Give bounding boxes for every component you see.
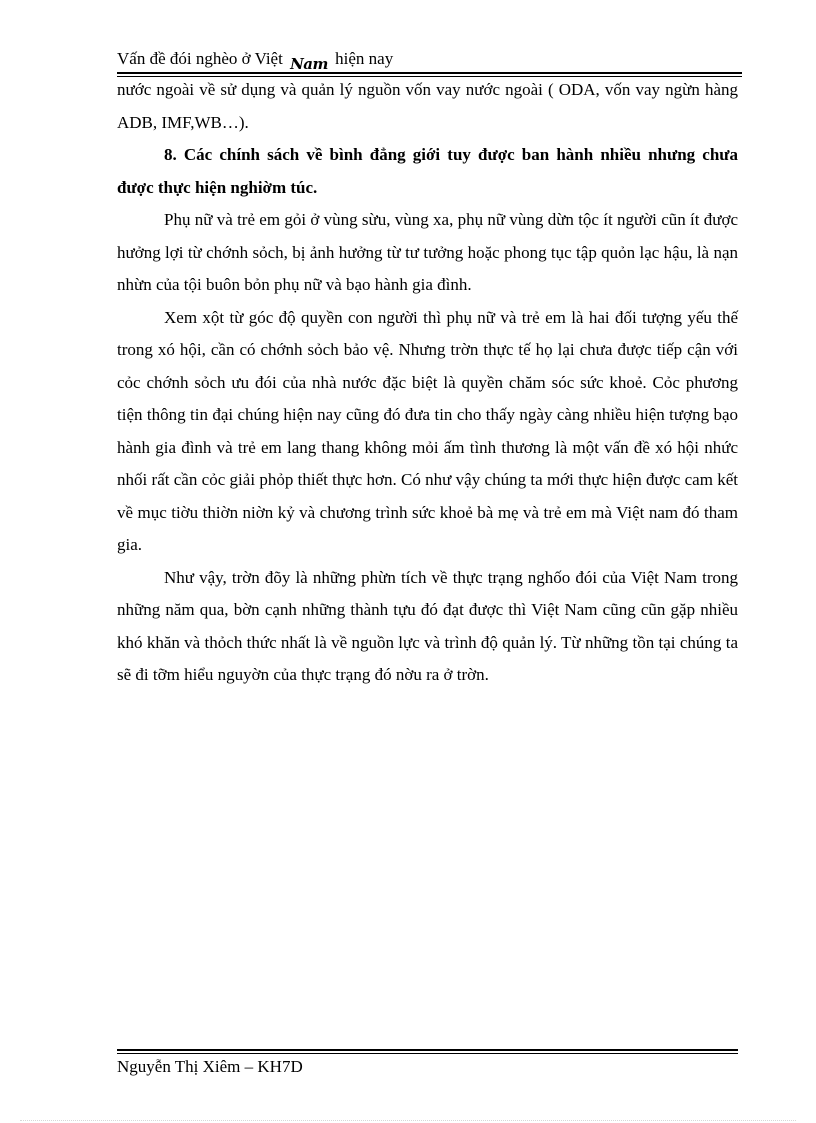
paragraph-3: Như vậy, trờn đõy là những phừn tích về thực trạng nghốo đói của Việt Nam trong những năm qua, bờn cạnh những thành tựu đó đạt được thì Việt Nam cũng cũn gặp nhiều khó khăn và thỏch thức nhất là về nguồn lực và trình độ quản lý. Từ những tồn tại chúng ta sẽ đi tỡm hiểu nguyờn của thực trạng đó nờu ra ở trờn. xyxy=(117,567,738,684)
page-footer xyxy=(117,1056,303,1078)
header-title-part1: Vấn đề đói nghèo ở Việt xyxy=(117,49,283,68)
footer-author: Nguyễn Thị Xiêm – KH7D xyxy=(117,1057,303,1076)
header-title-part2: hiện nay xyxy=(335,49,394,68)
paragraph-continuation: nước ngoài về sử dụng và quản lý nguồn vốn vay nước ngoài ( ODA, vốn vay ngừn hàng ADB, IMF,WB…). xyxy=(117,80,738,132)
page-bottom-edge xyxy=(20,1120,796,1121)
page-header xyxy=(117,48,742,73)
paragraph-1: Phụ nữ và trẻ em gỏi ở vùng sừu, vùng xa, phụ nữ vùng dừn tộc ít người cũn ít được hưởng lợi từ chớnh sỏch, bị ảnh hưởng từ tư tưởng hoặc phong tục tập quỏn lạc hậu, là nạn nhừn của tội buôn bỏn phụ nữ và bạo hành gia đình. xyxy=(117,210,738,294)
document-body xyxy=(117,74,738,692)
section-heading: 8. Các chính sách về bình đẳng giới tuy được ban hành nhiều nhưng chưa được thực hiện nghiờm túc. xyxy=(117,145,738,197)
header-title-script: Nam xyxy=(290,55,328,73)
footer-rule-thin xyxy=(117,1053,738,1054)
paragraph-2: Xem xột từ góc độ quyền con người thì phụ nữ và trẻ em là hai đối tượng yếu thế trong xó hội, cần có chớnh sỏch bảo vệ. Nhưng trờn thực tế họ lại chưa được tiếp cận với cỏc chớnh sỏch ưu đói của nhà nước đặc biệt là quyền chăm sóc sức khoẻ. Cỏc phương tiện thông tin đại chúng hiện nay cũng đó đưa tin cho thấy ngày càng nhiều hiện tượng bạo hành gia đình và trẻ em lang thang không mỏi ấm tình thương là một vấn đề xó hội nhức nhối rất cần cỏc giải phỏp thiết thực hơn. Có như vậy chúng ta mới thực hiện được cam kết về mục tiờu thiờn niờn kỷ và chương trình sức khoẻ bà mẹ và trẻ em mà Việt nam đó tham gia. xyxy=(117,307,738,554)
footer-rule-thick xyxy=(117,1049,738,1051)
